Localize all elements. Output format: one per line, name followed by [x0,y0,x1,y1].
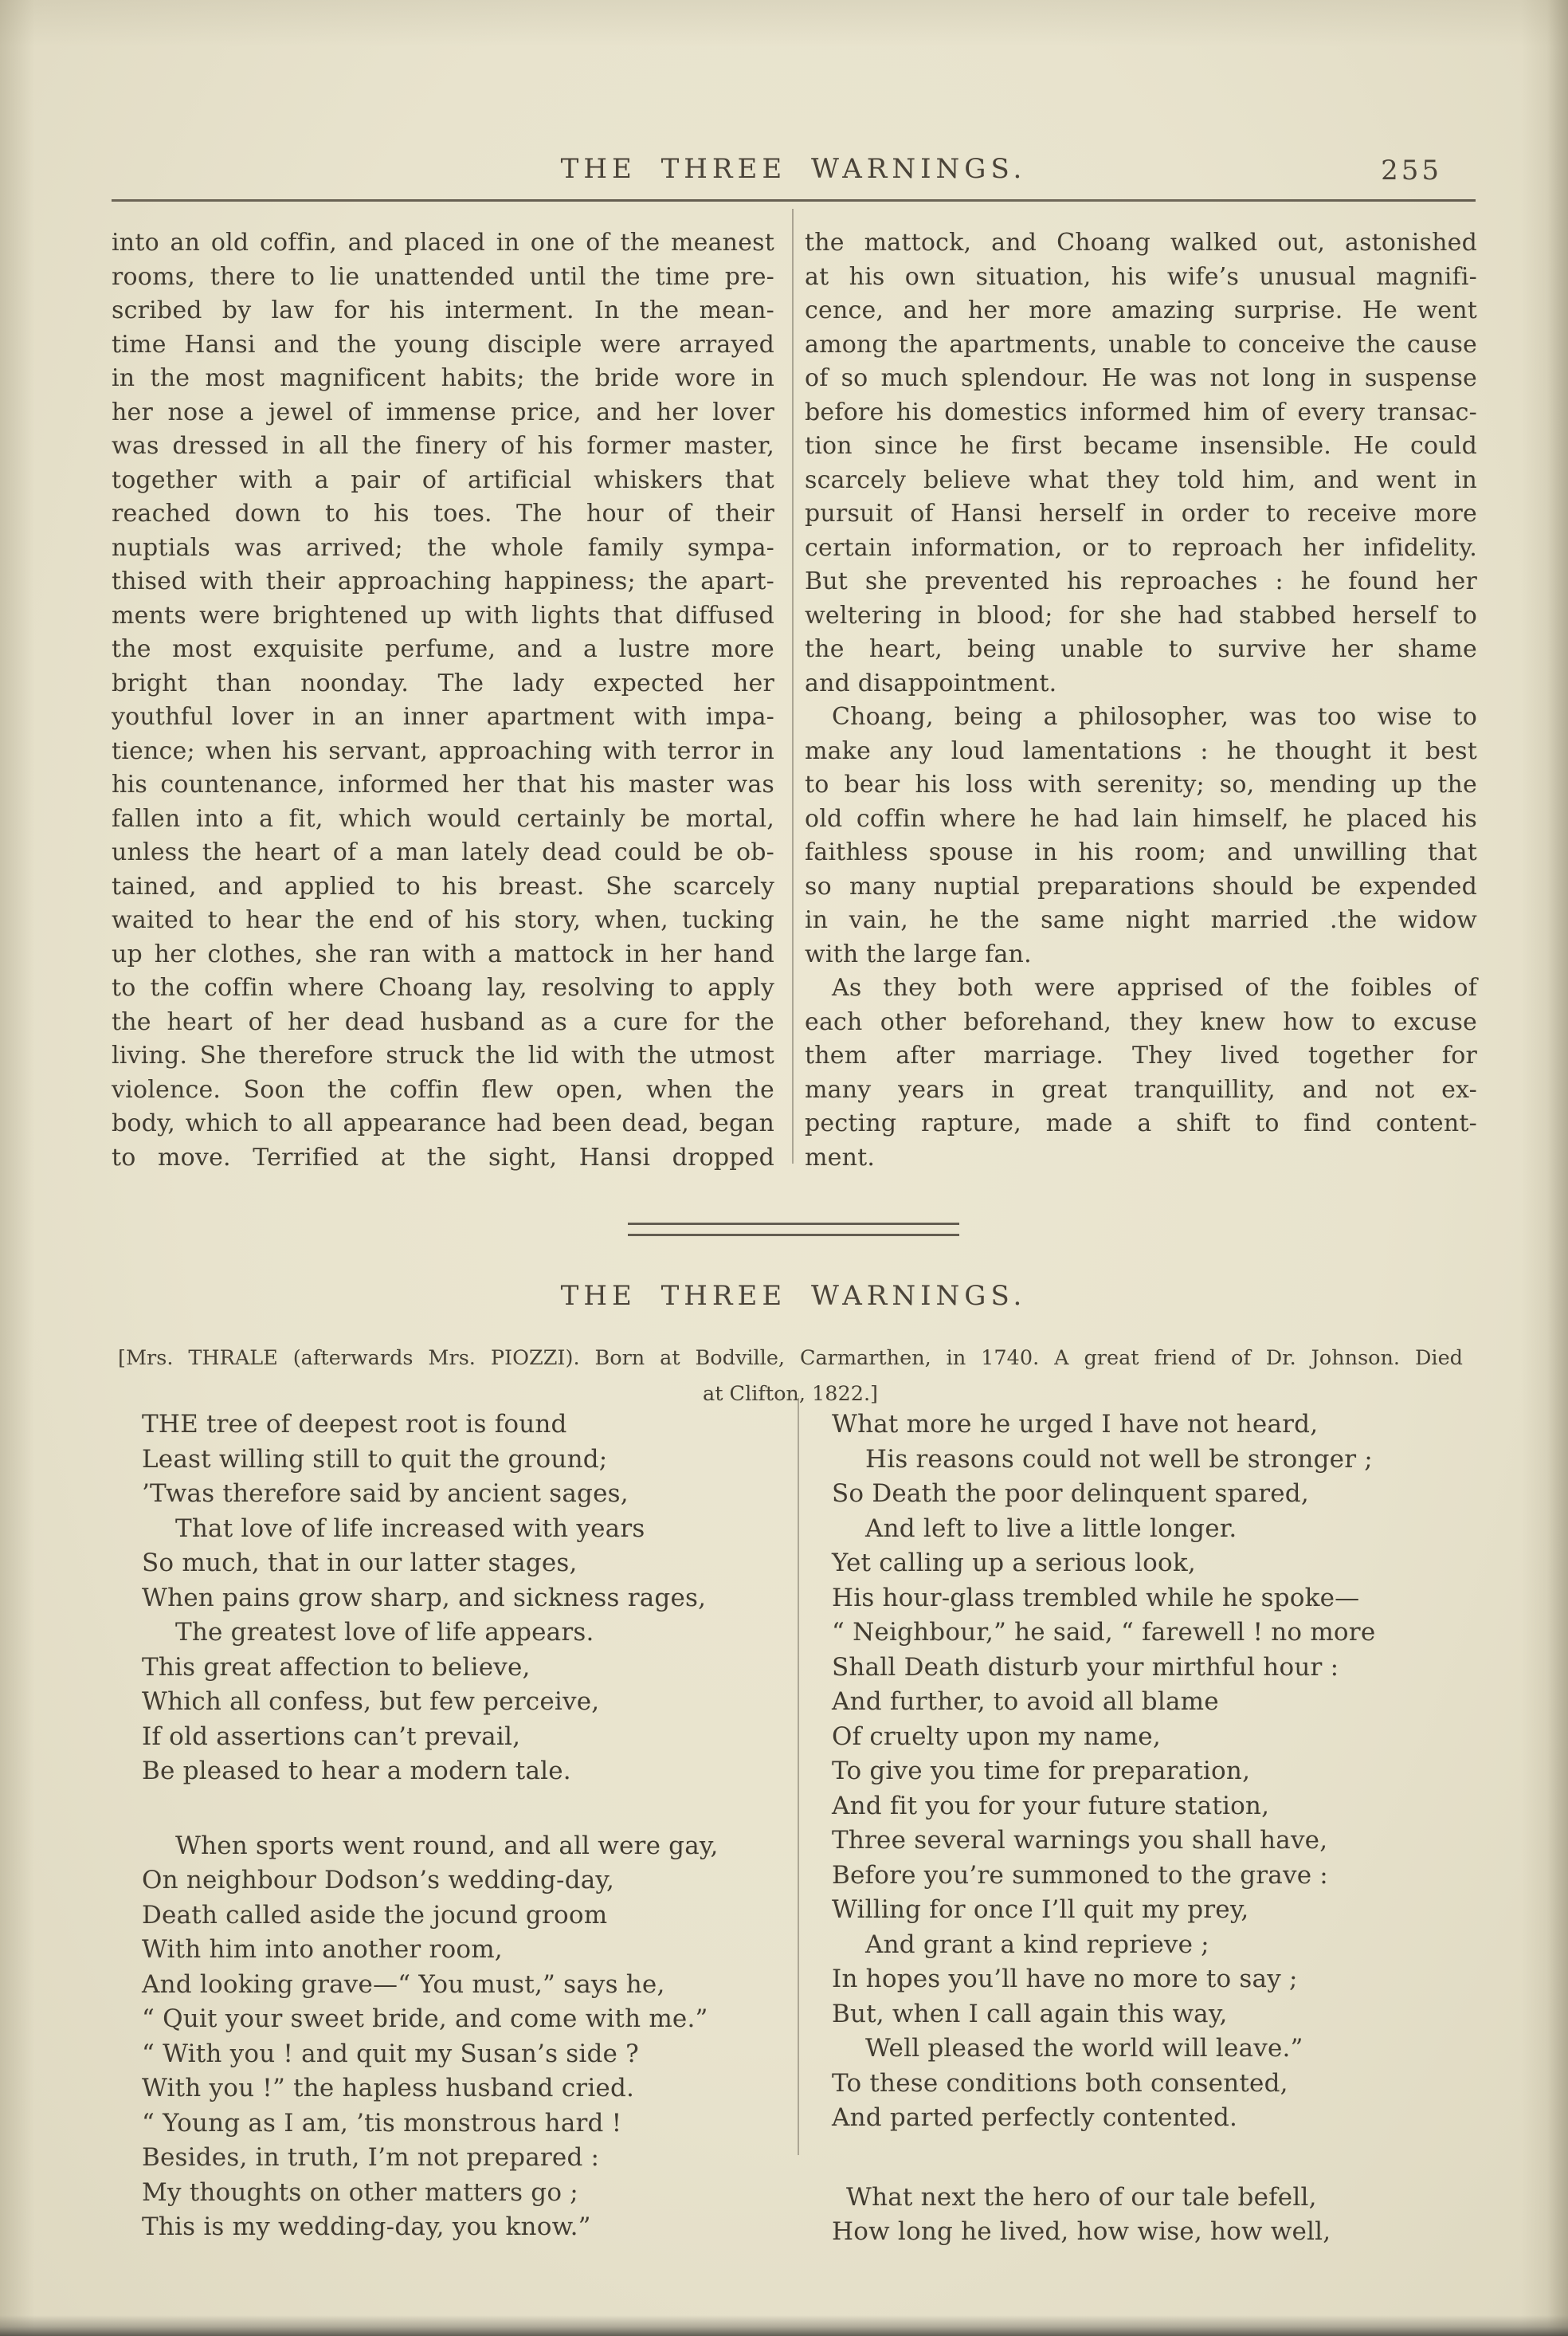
prose-line: together with a pair of artificial whiskers that [112,465,774,494]
prose-line: was dressed in all the finery of his former master, [112,432,774,460]
poem-attribution [118,1341,1463,1412]
poem-line: Yet calling up a serious look, [832,1549,1196,1577]
poem-line: “ Neighbour,” he said, “ farewell ! no more [832,1618,1376,1647]
poem-line: Three several warnings you shall have, [832,1826,1328,1855]
attribution-line: at Clifton, 1822.] [703,1382,878,1406]
prose-line: to move. Terrified at the sight, Hansi dropped [112,1143,774,1172]
poem-column-right [832,1407,1469,2250]
prose-line: waited to hear the end of his story, when, tucking [112,906,774,934]
prose-line: pecting rapture, made a shift to find content- [805,1109,1477,1137]
prose-line: certain information, or to reproach her infidelity. [805,533,1477,562]
prose-line: scribed by law for his interment. In the mean- [112,296,774,324]
prose-column-divider-rule [792,209,794,1164]
prose-line: before his domestics informed him of every transac- [805,398,1477,426]
page-right-edge-shadow [1547,0,1568,2336]
prose-line: each other beforehand, they knew how to excuse [805,1007,1477,1036]
poem-line: To give you time for preparation, [832,1757,1251,1785]
poem-line: Be pleased to hear a modern tale. [142,1757,571,1785]
poem-line: With him into another room, [142,1935,503,1964]
poem-line: When pains grow sharp, and sickness rages, [142,1583,707,1612]
poem-line: My thoughts on other matters go ; [142,2177,578,2207]
prose-line: at his own situation, his wife’s unusual magnifi- [805,262,1477,291]
prose-line: ments were brightened up with lights that diffused [112,601,774,630]
poem-line: Least willing still to quit the ground; [142,1444,608,1474]
attribution-line: [Mrs. THRALE (afterwards Mrs. PIOZZI). Born at Bodville, Carmarthen, in 1740. A great friend of Dr. Johnson. Died [118,1346,1463,1370]
prose-line: up her clothes, she ran with a mattock in her hand [112,940,774,968]
poem-line: If old assertions can’t prevail, [142,1722,521,1751]
prose-line: the mattock, and Choang walked out, astonished [805,229,1477,257]
prose-line: them after marriage. They lived together for [805,1042,1477,1070]
poem-line: His reasons could not well be stronger ; [865,1444,1373,1474]
poem-line: His hour-glass trembled while he spoke— [832,1583,1360,1612]
poem-section-title: THE THREE WARNINGS. [560,1280,1027,1312]
poem-line: And grant a kind reprieve ; [865,1930,1209,1959]
prose-line: the heart, being unable to survive her shame [805,635,1477,663]
section-divider-double-rule [628,1223,959,1236]
page-number: 255 [1381,155,1442,186]
poem-line: Which all confess, but few perceive, [142,1687,600,1716]
prose-line: among the apartments, unable to conceive the cause [805,330,1477,359]
poem-line: “ Young as I am, ’tis monstrous hard ! [142,2108,622,2138]
poem-line: That love of life increased with years [175,1513,645,1543]
prose-line: make any loud lamentations : he thought it best [805,736,1477,765]
poem-line: Shall Death disturb your mirthful hour : [832,1652,1339,1682]
poem-line: Well pleased the world will leave.” [865,2034,1303,2063]
poem-line: And parted perfectly contented. [832,2103,1238,2132]
poem-line: And looking grave—“ You must,” says he, [142,1969,665,1999]
prose-line: the heart of her dead husband as a cure for the [112,1007,774,1036]
prose-column-left [112,226,774,1175]
prose-line: Choang, being a philosopher, was too wise to [832,703,1477,731]
poem-line: This great affection to believe, [142,1652,531,1682]
poem-line: “ With you ! and quit my Susan’s side ? [142,2039,639,2068]
prose-line: living. She therefore struck the lid with the utmost [112,1042,774,1070]
prose-line: in vain, he the same night married .the widow [805,906,1477,934]
poem-line: But, when I call again this way, [832,1999,1228,2028]
prose-column-right [805,226,1477,1175]
prose-line: into an old coffin, and placed in one of the meanest [112,229,774,257]
poem-line: What next the hero of our tale befell, [846,2182,1317,2212]
poem-line: How long he lived, how wise, how well, [832,2217,1331,2246]
poem-line: THE tree of deepest root is found [142,1410,567,1439]
prose-line: of so much splendour. He was not long in suspense [805,364,1477,392]
prose-line: thised with their approaching happiness; the apart- [112,567,774,595]
poem-line: Death called aside the jocund groom [142,1900,608,1930]
poem-line: And further, to avoid all blame [832,1687,1219,1716]
prose-line: bright than noonday. The lady expected her [112,669,774,697]
poem-line: With you !” the hapless husband cried. [142,2074,635,2102]
prose-line: pursuit of Hansi herself in order to receive more [805,500,1477,528]
prose-line: violence. Soon the coffin flew open, when the [112,1075,774,1104]
prose-line: to the coffin where Choang lay, resolving to apply [112,974,774,1002]
poem-column-divider-rule [798,1398,799,2155]
poem-line: And left to live a little longer. [865,1513,1237,1543]
poem-line: The greatest love of life appears. [175,1618,594,1647]
prose-line: reached down to his toes. The hour of their [112,500,774,528]
poem-line: To these conditions both consented, [832,2068,1288,2098]
prose-line: tience; when his servant, approaching with terror in [112,736,774,765]
prose-line: many years in great tranquillity, and not ex- [805,1075,1477,1104]
prose-line: As they both were apprised of the foibles of [832,974,1477,1002]
poem-line: So Death the poor delinquent spared, [832,1479,1309,1508]
running-header-title: THE THREE WARNINGS. [560,153,1027,185]
prose-line: cence, and her more amazing surprise. He went [805,296,1477,324]
prose-line: nuptials was arrived; the whole family sympa- [112,533,774,562]
prose-line: tion since he first became insensible. He could [805,432,1477,460]
prose-line: tained, and applied to his breast. She scarcely [112,872,774,901]
prose-line: his countenance, informed her that his master was [112,771,774,799]
poem-line: When sports went round, and all were gay, [175,1831,719,1860]
poem-line: Of cruelty upon my name, [832,1722,1161,1751]
prose-line: in the most magnificent habits; the bride wore in [112,364,774,392]
poem-column-left [142,1407,779,2245]
poem-line: Before you’re summoned to the grave : [832,1860,1328,1890]
prose-line: scarcely believe what they told him, and went in [805,465,1477,494]
poem-line: “ Quit your sweet bride, and come with me.” [142,2004,708,2033]
prose-line: and disappointment. [805,669,1057,697]
prose-line: unless the heart of a man lately dead could be ob- [112,838,774,866]
poem-line: In hopes you’ll have no more to say ; [832,1965,1298,1993]
prose-line: her nose a jewel of immense price, and her lover [112,398,774,426]
poem-line: This is my wedding-day, you know.” [142,2212,591,2241]
poem-line: Besides, in truth, I’m not prepared : [142,2143,600,2172]
header-rule [112,199,1476,202]
poem-line: So much, that in our latter stages, [142,1549,578,1577]
prose-line: rooms, there to lie unattended until the time pre- [112,262,774,291]
poem-line: ’Twas therefore said by ancient sages, [142,1479,629,1508]
prose-line: faithless spouse in his room; and unwilling that [805,838,1477,866]
prose-line: time Hansi and the young disciple were arrayed [112,330,774,359]
page-bottom-edge-shadow [0,2315,1568,2336]
prose-line: ment. [805,1143,876,1172]
prose-line: fallen into a fit, which would certainly be mortal, [112,804,774,833]
prose-line: so many nuptial preparations should be expended [805,872,1477,901]
prose-line: body, which to all appearance had been dead, began [112,1109,774,1137]
prose-line: to bear his loss with serenity; so, mending up the [805,771,1477,799]
poem-line: What more he urged I have not heard, [832,1410,1319,1439]
prose-line: with the large fan. [805,940,1032,968]
poem-line: And fit you for your future station, [832,1791,1270,1820]
poem-line: On neighbour Dodson’s wedding-day, [142,1866,615,1894]
prose-line: But she prevented his reproaches : he found her [805,567,1477,595]
prose-line: the most exquisite perfume, and a lustre more [112,635,774,663]
prose-line: old coffin where he had lain himself, he placed his [805,804,1477,833]
prose-line: weltering in blood; for she had stabbed herself to [805,601,1477,630]
prose-line: youthful lover in an inner apartment with impa- [112,703,774,731]
poem-line: Willing for once I’ll quit my prey, [832,1895,1249,1924]
